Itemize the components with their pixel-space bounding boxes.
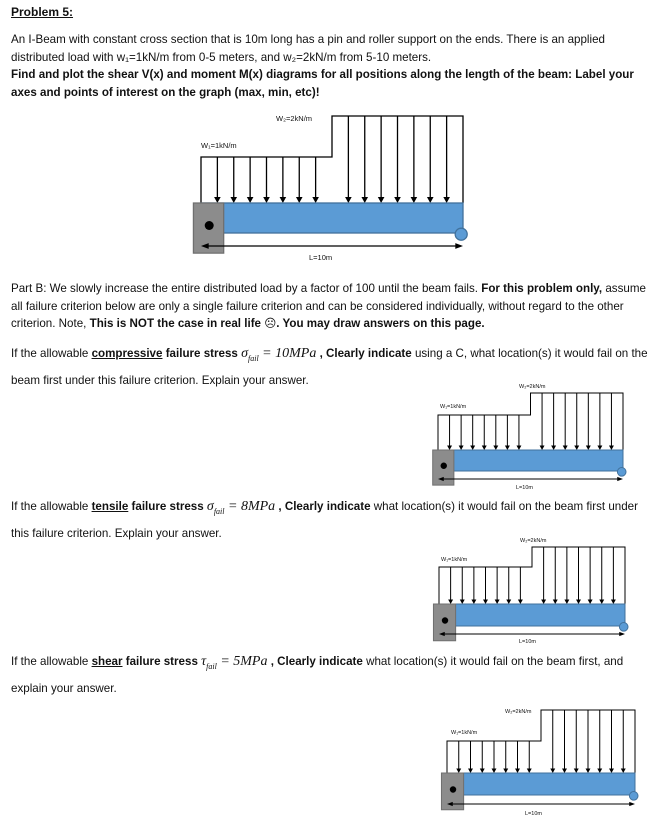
w2-load-arrow-head xyxy=(586,769,591,774)
question-lead: If the allowable xyxy=(11,500,92,513)
stress-subscript: fail xyxy=(206,661,217,671)
question-lead: If the allowable xyxy=(11,347,92,360)
roller-support xyxy=(629,792,638,801)
w1-load-arrow-head xyxy=(280,197,287,203)
w2-load-label: W₂=2kN/m xyxy=(519,384,546,390)
w1-load-label: W₁=1kN/m xyxy=(441,557,468,563)
w2-load-arrow-head xyxy=(609,769,614,774)
w1-load-arrow-head xyxy=(214,197,221,203)
distributed-load-arrows xyxy=(447,710,635,773)
w2-load-arrow-head xyxy=(611,600,616,605)
question-clearly: , Clearly indicate xyxy=(275,500,371,513)
question-rest: what location(s) it would fail on the beam first, and explain your answer. xyxy=(11,655,624,695)
distributed-load-arrows xyxy=(439,547,625,604)
part-b-bold-2: This is NOT the case in real life ☹. You may draw answers on this page. xyxy=(89,317,485,330)
question-failure-stress: failure stress xyxy=(128,500,207,513)
w2-load-label: W₂=2kN/m xyxy=(276,114,313,123)
w1-load-arrow-head xyxy=(470,446,475,451)
length-label: L=10m xyxy=(519,639,536,645)
dimension-arrow-right xyxy=(619,632,625,636)
w2-load-arrow-head xyxy=(586,446,591,451)
w1-load-arrow-head xyxy=(506,600,511,605)
length-label: L=10m xyxy=(309,253,333,262)
w1-load-arrow-head xyxy=(448,600,453,605)
stress-subscript: fail xyxy=(248,353,259,363)
stress-symbol: τ xyxy=(201,654,207,669)
w2-load-arrow-head xyxy=(553,600,558,605)
w2-load-arrow-head xyxy=(574,769,579,774)
stress-formula xyxy=(207,499,275,514)
w1-load-arrow-head xyxy=(456,769,461,774)
question-clearly: , Clearly indicate xyxy=(267,655,363,668)
beam-diagram-main xyxy=(190,109,470,265)
w1-load-arrow-head xyxy=(263,197,270,203)
part-b-text-2: assume all failure criterion below are only a single failure criterion and can be considered individually, without regard to the other criterion. Note, xyxy=(11,282,646,330)
stress-symbol: σ xyxy=(241,346,248,361)
w2-load-arrow-head xyxy=(562,769,567,774)
question-rest: using a C, what location(s) it would fail on the beam first under this failure criterion. Explain your answer. xyxy=(11,347,648,387)
load-outline xyxy=(438,393,623,450)
w1-load-arrow-head xyxy=(515,769,520,774)
dimension-arrow-right xyxy=(455,243,463,249)
beam-body xyxy=(201,203,463,233)
stress-subscript: fail xyxy=(213,506,225,516)
pin-hole xyxy=(450,786,456,792)
w1-load-arrow-head xyxy=(296,197,303,203)
question-clearly: , Clearly indicate xyxy=(316,347,412,360)
w2-load-arrow-head xyxy=(564,600,569,605)
load-outline xyxy=(201,116,463,203)
w1-load-arrow-head xyxy=(518,600,523,605)
beam-body xyxy=(439,604,625,626)
w1-load-arrow-head xyxy=(471,600,476,605)
part-b-text-1: Part B: We slowly increase the entire distributed load by a factor of 100 until the beam fails. xyxy=(11,282,482,295)
w2-load-arrow-head xyxy=(609,446,614,451)
w1-load-arrow-head xyxy=(230,197,237,203)
w1-load-arrow-head xyxy=(516,446,521,451)
w1-load-arrow-head xyxy=(468,769,473,774)
w2-load-arrow-head xyxy=(588,600,593,605)
length-label: L=10m xyxy=(516,485,533,491)
pin-hole xyxy=(442,617,448,623)
w2-load-arrow-head xyxy=(576,600,581,605)
problem-heading: Problem 5: xyxy=(11,5,74,19)
w1-load-arrow-head xyxy=(503,769,508,774)
load-outline xyxy=(447,710,635,773)
w1-load-arrow-head xyxy=(493,446,498,451)
w1-load-label: W₁=1kN/m xyxy=(451,730,478,736)
w1-load-arrow-head xyxy=(483,600,488,605)
stress-symbol: σ xyxy=(206,499,214,514)
roller-support xyxy=(617,468,626,477)
w2-load-arrow-head xyxy=(597,769,602,774)
w2-load-arrow-head xyxy=(443,197,450,203)
w2-load-arrow-head xyxy=(345,197,352,203)
question-lead: If the allowable xyxy=(11,655,92,668)
stress-value: = 5MPa xyxy=(216,654,268,669)
w2-load-arrow-head xyxy=(541,600,546,605)
w2-load-arrow-head xyxy=(540,446,545,451)
w2-load-arrow-head xyxy=(599,600,604,605)
roller-support xyxy=(455,228,467,240)
w2-load-arrow-head xyxy=(361,197,368,203)
load-outline xyxy=(439,547,625,604)
length-dimension-arrow xyxy=(447,802,635,806)
question-rest: what location(s) it would fail on the beam first under this failure criterion. Explain your answer. xyxy=(11,500,638,540)
w2-load-arrow-head xyxy=(550,769,555,774)
length-dimension-arrow xyxy=(438,477,623,481)
w2-load-arrow-head xyxy=(574,446,579,451)
beam-diagram-q3 xyxy=(438,704,643,819)
w2-load-label: W₂=2kN/m xyxy=(520,538,547,544)
w1-load-arrow-head xyxy=(480,769,485,774)
beam-diagram-q2 xyxy=(430,535,630,647)
stress-value: = 10MPa xyxy=(258,346,317,361)
question-keyword: shear xyxy=(91,655,123,668)
w2-load-arrow-head xyxy=(378,197,385,203)
w2-load-arrow-head xyxy=(621,769,626,774)
problem-statement xyxy=(11,31,651,101)
w1-load-arrow-head xyxy=(247,197,254,203)
w1-load-arrow-head xyxy=(495,600,500,605)
length-dimension-arrow xyxy=(201,243,463,249)
w1-load-arrow-head xyxy=(459,446,464,451)
beam-body xyxy=(447,773,635,795)
dimension-arrow-right xyxy=(617,477,623,481)
w2-load-arrow-head xyxy=(411,197,418,203)
w2-load-arrow-head xyxy=(597,446,602,451)
stress-formula xyxy=(241,346,316,361)
length-label: L=10m xyxy=(525,811,542,817)
problem-instruction-bold: Find and plot the shear V(x) and moment M(x) diagrams for all positions along the length of the beam: Label your axes and points of interest on the graph (max, min, etc)! xyxy=(11,68,634,99)
distributed-load-arrows xyxy=(201,116,463,203)
w1-load-label: W₁=1kN/m xyxy=(440,404,467,410)
w1-load-arrow-head xyxy=(482,446,487,451)
w1-load-arrow-head xyxy=(527,769,532,774)
w1-load-arrow-head xyxy=(492,769,497,774)
beam-diagram-q1 xyxy=(428,383,628,493)
part-b-statement xyxy=(11,280,651,333)
w2-load-label: W₂=2kN/m xyxy=(505,709,532,715)
pin-hole xyxy=(205,221,214,230)
w2-load-arrow-head xyxy=(427,197,434,203)
w1-load-arrow-head xyxy=(447,446,452,451)
distributed-load-arrows xyxy=(438,393,623,450)
w2-load-arrow-head xyxy=(563,446,568,451)
question-keyword: tensile xyxy=(91,500,129,513)
question-failure-stress: failure stress xyxy=(122,655,202,668)
stress-value: = 8MPa xyxy=(224,499,276,514)
question-failure-stress: failure stress xyxy=(162,347,242,360)
length-dimension-arrow xyxy=(439,632,625,636)
w2-load-arrow-head xyxy=(394,197,401,203)
pin-hole xyxy=(441,463,447,469)
dimension-arrow-right xyxy=(629,802,635,806)
w1-load-arrow-head xyxy=(460,600,465,605)
roller-support xyxy=(619,623,628,632)
part-b-bold-1: For this problem only, xyxy=(481,282,603,295)
w1-load-arrow-head xyxy=(312,197,319,203)
beam-body xyxy=(438,450,623,471)
w2-load-arrow-head xyxy=(551,446,556,451)
question-keyword: compressive xyxy=(91,347,163,360)
problem-intro-text: An I-Beam with constant cross section that is 10m long has a pin and roller support on the ends. There is an applied distributed load with w₁=1kN/m from 0-5 meters, and w₂=2kN/m from 5-10 meters. xyxy=(11,33,605,64)
w1-load-arrow-head xyxy=(505,446,510,451)
stress-formula xyxy=(201,654,267,669)
w1-load-label: W₁=1kN/m xyxy=(201,141,237,150)
question-shear xyxy=(11,651,651,700)
